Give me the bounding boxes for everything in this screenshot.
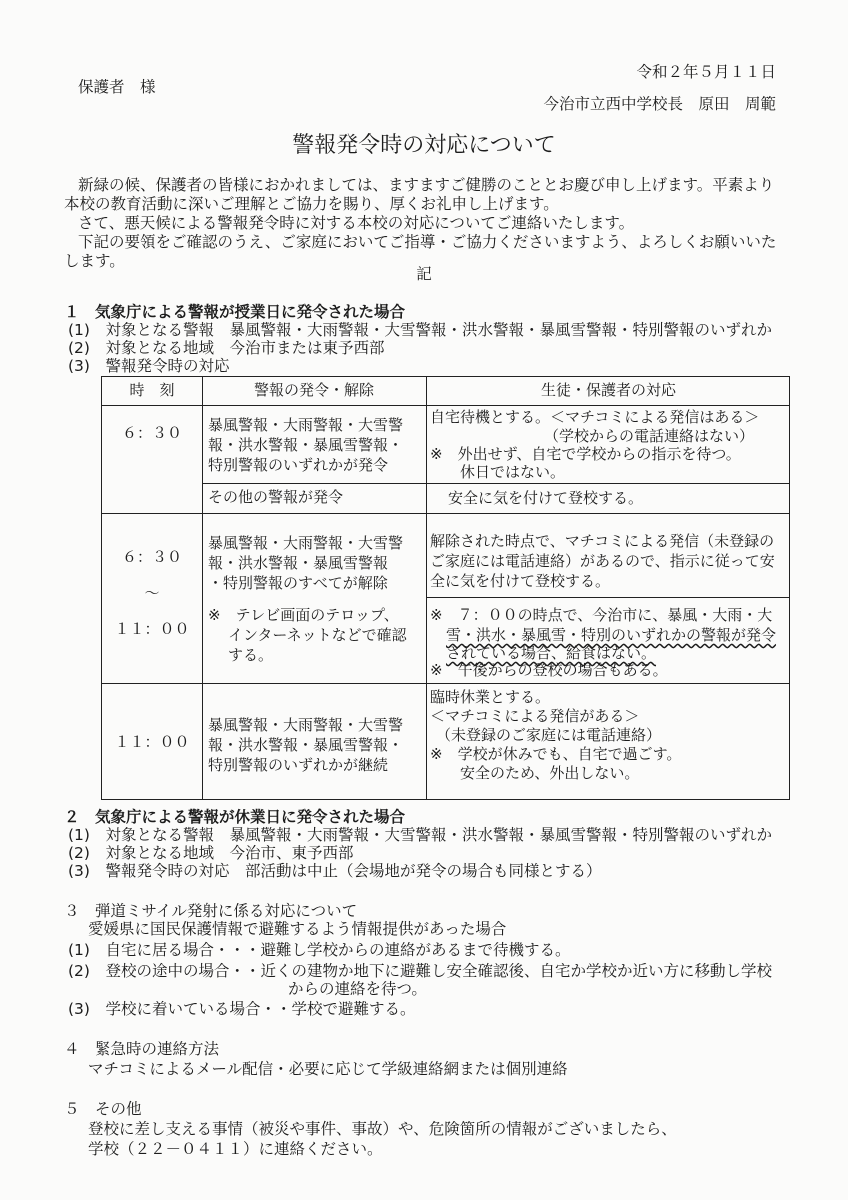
row2a-resp-1: 解除された時点で、マチコミによる発信（未登録の (430, 532, 775, 550)
intro-line-4: 下記の要領をご確認のうえ、ご家庭においてご指導・ご協力くださいますよう、よろしくお願いいた (78, 233, 777, 251)
row1a-alert-1: 暴風警報・大雨警報・大雪警 (208, 416, 404, 434)
section3-heading: ３ 弾道ミサイル発射に係る対応について (64, 902, 358, 920)
row1a-alert-3: 特別警報のいずれかが発令 (208, 456, 389, 474)
header-response: 生徒・保護者の対応 (540, 381, 676, 399)
section3-sub: 愛媛県に国民保護情報で避難するよう情報提供があった場合 (88, 920, 507, 938)
sender: 今治市立西中学校長 原田 周範 (543, 95, 776, 113)
section1-item-1: (1) 対象となる警報 暴風警報・大雨警報・大雪警報・洪水警報・暴風雪警報・特別警報のいずれか (68, 321, 772, 339)
row3-time: １１：００ (114, 733, 190, 751)
row2-alert-2: 報・洪水警報・暴風雪警報 (208, 554, 389, 572)
row3-alert-1: 暴風警報・大雨警報・大雪警 (208, 716, 404, 734)
header-alert: 警報の発令・解除 (253, 381, 374, 399)
alert-response-table (101, 376, 790, 800)
section2-item-1: (1) 対象となる警報 暴風警報・大雨警報・大雪警報・洪水警報・暴風雪警報・特別警報のいずれか (68, 826, 772, 844)
recipient: 保護者 様 (78, 78, 156, 96)
row3-resp-1: 臨時休業とする。 (430, 688, 551, 706)
section5-body-1: 登校に差し支える事情（被災や事件、事故）や、危険箇所の情報がございましたら、 (88, 1120, 677, 1138)
ki-mark: 記 (416, 265, 432, 283)
row3-alert-2: 報・洪水警報・暴風雪警報・ (208, 736, 404, 754)
section1-item-2: (2) 対象となる地域 今治市または東予西部 (68, 339, 385, 357)
section3-item-2-cont: からの連絡を待つ。 (288, 980, 427, 998)
row1b-alert: その他の警報が発令 (208, 488, 344, 506)
section5-body-2: 学校（２２－０４１１）に連絡ください。 (88, 1140, 383, 1158)
intro-line-1: 新緑の候、保護者の皆様におかれましては、ますますご健勝のこととお慶び申し上げます。平素より (78, 176, 775, 194)
section1-heading: １ 気象庁による警報が授業日に発令された場合 (64, 303, 406, 321)
row1a-resp-3: ※ 外出せず、自宅で学校からの指示を待つ。 (430, 445, 741, 463)
section2-item-2: (2) 対象となる地域 今治市、東予西部 (68, 844, 354, 862)
row3-resp-3: （未登録のご家庭には電話連絡） (436, 726, 662, 744)
row2-note-1: ※ テレビ画面のテロップ、 (208, 606, 399, 624)
row2-alert-1: 暴風警報・大雨警報・大雪警 (208, 534, 404, 552)
row2b-resp-3: されている場合、給食はない。 (446, 644, 657, 662)
section3-item-2: (2) 登校の途中の場合・・近くの建物か地下に避難し安全確認後、自宅か学校か近い方に移動し学校 (68, 962, 772, 980)
row2-note-3: する。 (228, 646, 274, 664)
row1a-alert-2: 報・洪水警報・暴風雪警報・ (208, 436, 404, 454)
row2-time-tilde: ～ (144, 584, 160, 602)
row1a-resp-2: （学校からの電話連絡はない） (544, 427, 755, 445)
row2b-resp-4: ※ 午後からの登校の場合もある。 (430, 661, 668, 679)
section4-heading: ４ 緊急時の連絡方法 (64, 1040, 220, 1058)
row3-resp-2: ＜マチコミによる発信がある＞ (430, 707, 640, 725)
row1a-resp-1: 自宅待機とする。＜マチコミによる発信はある＞ (430, 408, 760, 426)
row1b-resp: 安全に気を付けて登校する。 (448, 489, 644, 507)
row2-time-start: ６：３０ (121, 548, 182, 566)
intro-line-5: します。 (64, 252, 125, 270)
section2-heading: ２ 気象庁による警報が休業日に発令された場合 (64, 808, 406, 826)
section3-item-1: (1) 自宅に居る場合・・・避難し学校からの連絡があるまで待機する。 (68, 941, 571, 959)
row2a-resp-2: ご家庭には電話連絡）があるので、指示に従って安 (430, 552, 775, 570)
document-date: 令和２年５月１１日 (636, 63, 776, 81)
row3-resp-5: 安全のため、外出しない。 (460, 764, 640, 782)
row3-alert-3: 特別警報のいずれかが継続 (208, 756, 389, 774)
row2-time-end: １１：００ (114, 620, 190, 638)
row1-time: ６：３０ (121, 424, 182, 442)
row2-note-2: インターネットなどで確認 (228, 626, 407, 644)
section2-item-3: (3) 警報発令時の対応 部活動は中止（会場地が発令の場合も同様とする） (68, 862, 602, 880)
row2-alert-3: ・特別警報のすべてが解除 (208, 574, 388, 592)
intro-line-2: 本校の教育活動に深いご理解とご協力を賜り、厚くお礼申し上げます。 (64, 195, 559, 213)
section1-item-3: (3) 警報発令時の対応 (68, 357, 230, 375)
section3-item-3: (3) 学校に着いている場合・・学校で避難する。 (68, 1000, 416, 1018)
header-time: 時 刻 (129, 381, 175, 399)
intro-line-3: さて、悪天候による警報発令時に対する本校の対応についてご連絡いたします。 (78, 214, 635, 232)
row1a-resp-4: 休日ではない。 (460, 463, 566, 481)
section4-body: マチコミによるメール配信・必要に応じて学級連絡網または個別連絡 (88, 1060, 568, 1078)
row2b-resp-1: ※ ７：００の時点で、今治市に、暴風・大雨・大 (430, 606, 773, 624)
row2b-resp-2: 雪・洪水・暴風雪・特別のいずれかの警報が発令 (446, 626, 777, 644)
row3-resp-4: ※ 学校が休みでも、自宅で過ごす。 (430, 745, 682, 763)
document-title: 警報発令時の対応について (292, 133, 556, 158)
section5-heading: ５ その他 (64, 1100, 142, 1118)
row2a-resp-3: 全に気を付けて登校する。 (430, 572, 611, 590)
